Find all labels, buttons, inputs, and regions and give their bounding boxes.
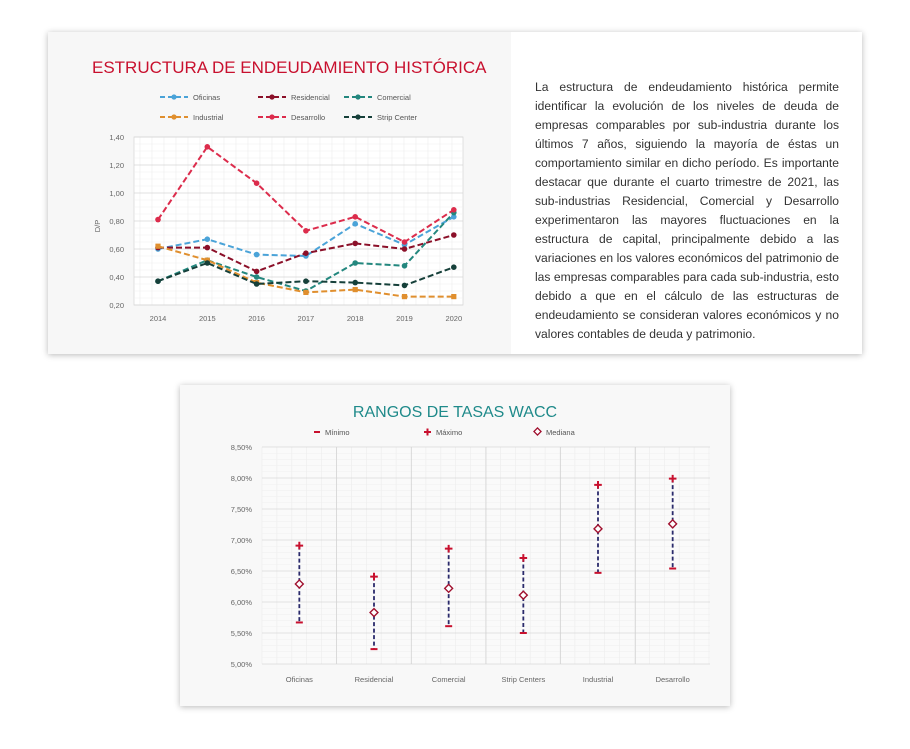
legend-label-comercial: Comercial: [377, 93, 411, 102]
data-point-industrial: [353, 287, 358, 292]
y-tick-label: 0,60: [109, 245, 124, 254]
y-tick-label: 6,50%: [230, 567, 252, 576]
y-tick-label: 0,40: [109, 273, 124, 282]
data-point-comercial: [402, 263, 408, 269]
data-point-desarrollo: [402, 239, 408, 245]
y-tick-label: 1,00: [109, 189, 124, 198]
legend-label-median: Mediana: [546, 428, 575, 437]
data-point-residencial: [352, 241, 358, 247]
x-tick-label: 2020: [445, 314, 463, 323]
y-tick-label: 7,50%: [230, 505, 252, 514]
data-point-residencial: [205, 245, 211, 251]
debt-chart-title: ESTRUCTURA DE ENDEUDAMIENTO HISTÓRICA: [92, 58, 487, 77]
legend-marker-oficinas: [171, 94, 176, 99]
data-point-desarrollo: [254, 180, 260, 186]
legend-marker-median: [534, 428, 541, 435]
legend-label-max: Máximo: [436, 428, 463, 437]
y-tick-label: 1,20: [109, 161, 124, 170]
x-tick-label: 2014: [149, 314, 167, 323]
x-tick-label: 2017: [297, 314, 315, 323]
x-tick-label: 2015: [198, 314, 216, 323]
legend-label-strip_center: Strip Center: [377, 113, 418, 122]
legend-label-min: Mínimo: [325, 428, 350, 437]
y-tick-label: 5,00%: [230, 660, 252, 669]
x-tick-label: 2016: [248, 314, 265, 323]
data-point-oficinas: [205, 236, 211, 242]
data-point-strip_center: [451, 264, 457, 270]
data-point-oficinas: [254, 252, 260, 258]
wacc-range-chart: [180, 385, 730, 706]
legend-marker-strip_center: [355, 114, 360, 119]
data-point-residencial: [402, 246, 408, 252]
data-point-desarrollo: [155, 217, 161, 223]
data-point-strip_center: [205, 260, 211, 266]
x-tick-label: Comercial: [431, 675, 466, 684]
data-point-desarrollo: [451, 207, 457, 213]
x-tick-label: 2018: [346, 314, 364, 323]
data-point-strip_center: [254, 281, 260, 287]
data-point-industrial: [155, 244, 160, 249]
legend-label-oficinas: Oficinas: [193, 93, 221, 102]
data-point-residencial: [451, 232, 457, 238]
data-point-desarrollo: [205, 144, 211, 150]
data-point-desarrollo: [352, 214, 358, 220]
y-axis-label: D/P: [93, 219, 102, 233]
data-point-industrial: [451, 294, 456, 299]
legend-marker-residencial: [269, 94, 274, 99]
data-point-comercial: [352, 260, 358, 266]
data-point-industrial: [402, 294, 407, 299]
legend-marker-industrial: [171, 114, 176, 119]
y-tick-label: 0,20: [109, 301, 124, 310]
debt-structure-card: [48, 32, 862, 354]
data-point-strip_center: [155, 278, 161, 284]
data-point-strip_center: [352, 280, 358, 286]
debt-structure-line-chart: [48, 32, 511, 354]
y-tick-label: 6,00%: [230, 598, 252, 607]
y-tick-label: 8,50%: [230, 443, 252, 452]
data-point-comercial: [254, 274, 260, 280]
data-point-residencial: [303, 250, 309, 256]
y-tick-label: 1,40: [109, 133, 124, 142]
x-tick-label: Industrial: [582, 675, 614, 684]
legend-label-desarrollo: Desarrollo: [291, 113, 326, 122]
data-point-oficinas: [352, 221, 358, 227]
description-text: La estructura de endeudamiento histórica permite identificar la evolución de los niveles de deuda de empresas comparables por sub-industria durante los últimos 7 años, siguiendo la mayoría de éstas un comportamiento similar en dicho período. Es importante destacar que durante el cuarto trimestre de 2021, las sub-industrias Residencial, Comercial y Desarrollo experimentaron las mayores fluctuaciones en la estructura de capital, principalmente debido a las variaciones en los valores económicos del patrimonio de las empresas comparables para cada sub-industria, esto debido a que en el cálculo de las estructuras de endeudamiento se consideran valores económicos y no valores contables de deuda y patrimonio.: [535, 80, 839, 341]
x-tick-label: Desarrollo: [655, 675, 690, 684]
y-tick-label: 8,00%: [230, 474, 252, 483]
data-point-residencial: [254, 269, 260, 275]
legend-marker-max: [424, 429, 431, 436]
x-tick-label: 2019: [396, 314, 413, 323]
x-tick-label: Oficinas: [285, 675, 313, 684]
x-tick-label: Strip Centers: [501, 675, 546, 684]
y-tick-label: 0,80: [109, 217, 124, 226]
wacc-chart-title: RANGOS DE TASAS WACC: [352, 404, 558, 421]
legend-label-industrial: Industrial: [193, 113, 224, 122]
legend-marker-comercial: [355, 94, 360, 99]
legend-label-residencial: Residencial: [291, 93, 330, 102]
data-point-strip_center: [303, 278, 309, 284]
data-point-strip_center: [402, 283, 408, 289]
y-tick-label: 7,00%: [230, 536, 252, 545]
y-tick-label: 5,50%: [230, 629, 252, 638]
x-tick-label: Residencial: [354, 675, 394, 684]
legend-marker-desarrollo: [269, 114, 274, 119]
data-point-desarrollo: [303, 228, 309, 234]
data-point-industrial: [303, 290, 308, 295]
description-panel: [511, 32, 862, 354]
wacc-ranges-card: [180, 385, 730, 706]
